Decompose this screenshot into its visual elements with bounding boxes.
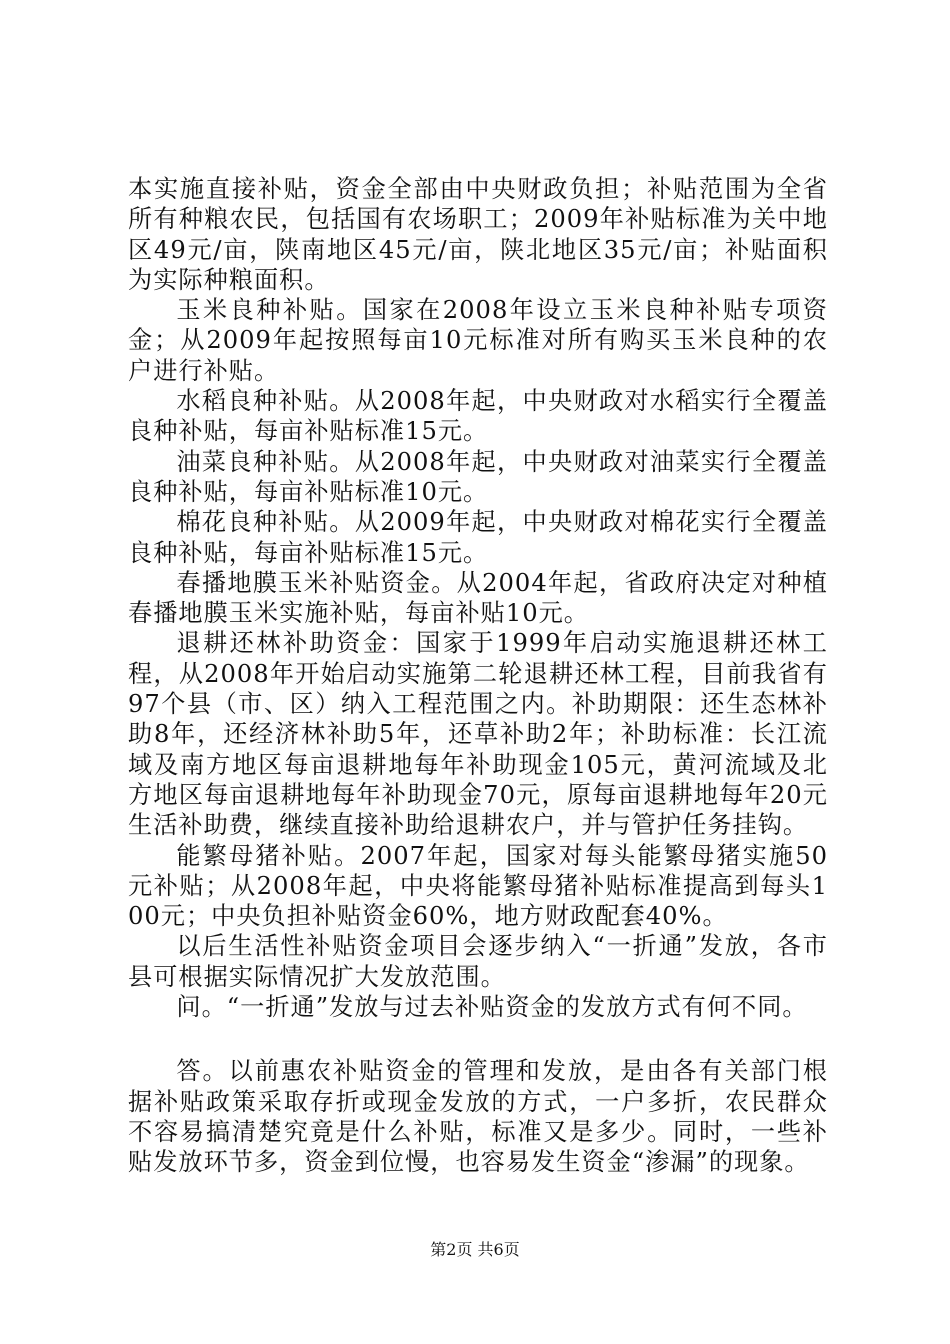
paragraph-reforestation-subsidy: 退耕还林补助资金：国家于1999年启动实施退耕还林工程，从2008年开始启动实施第二轮退耕还林工程，目前我省有97个县（市、区）纳入工程范围之内。补助期限：还生态林补助8年，还经济林补助5年，还草补助2年；补助标准：长江流域及南方地区每亩退耕地每年补助现金105元，黄河流域及北方地区每亩退耕地每年补助现金70元，原每亩退耕地每年20元生活补助费，继续直接补助给退耕农户，并与管护任务挂钩。: [128, 629, 828, 840]
paragraph-corn-seed-subsidy: 玉米良种补贴。国家在2008年设立玉米良种补贴专项资金；从2009年起按照每亩10元标准对所有购买玉米良种的农户进行补贴。: [128, 296, 828, 385]
paragraph-question: 问。“一折通”发放与过去补贴资金的发放方式有何不同。: [176, 993, 808, 1022]
paragraph-mulch-corn-subsidy: 春播地膜玉米补贴资金。从2004年起，省政府决定对种植春播地膜玉米实施补贴，每亩补贴10元。: [128, 568, 828, 628]
paragraph-rapeseed-subsidy: 油菜良种补贴。从2008年起，中央财政对油菜实行全覆盖良种补贴，每亩补贴标准10元。: [128, 447, 828, 506]
paragraph-cotton-seed-subsidy: 棉花良种补贴。从2009年起，中央财政对棉花实行全覆盖良种补贴，每亩补贴标准15元。: [128, 508, 828, 567]
paragraph-spacer: [128, 1022, 828, 1056]
paragraph-future-subsidies: 以后生活性补贴资金项目会逐步纳入“一折通”发放，各市县可根据实际情况扩大发放范围。: [128, 932, 828, 991]
paragraph-rice-seed-subsidy: 水稻良种补贴。从2008年起，中央财政对水稻实行全覆盖良种补贴，每亩补贴标准15元。: [128, 387, 828, 446]
paragraph-answer: 答。以前惠农补贴资金的管理和发放，是由各有关部门根据补贴政策采取存折或现金发放的方式，一户多折，农民群众不容易搞清楚究竟是什么补贴，标准又是多少。同时，一些补贴发放环节多，资金到位慢，也容易发生资金“渗漏”的现象。: [128, 1057, 828, 1177]
document-body: [128, 174, 828, 1178]
page-footer: 第2页 共6页: [430, 1240, 520, 1259]
paragraph-sow-subsidy: 能繁母猪补贴。2007年起，国家对每头能繁母猪实施50元补贴；从2008年起，中央将能繁母猪补贴标准提高到每头100元；中央负担补贴资金60%，地方财政配套40%。: [128, 841, 828, 931]
paragraph-grain-subsidy: 本实施直接补贴，资金全部由中央财政负担；补贴范围为全省所有种粮农民，包括国有农场职工；2009年补贴标准为关中地区49元/亩，陕南地区45元/亩，陕北地区35元/亩；补贴面积为实际种粮面积。: [128, 175, 828, 294]
